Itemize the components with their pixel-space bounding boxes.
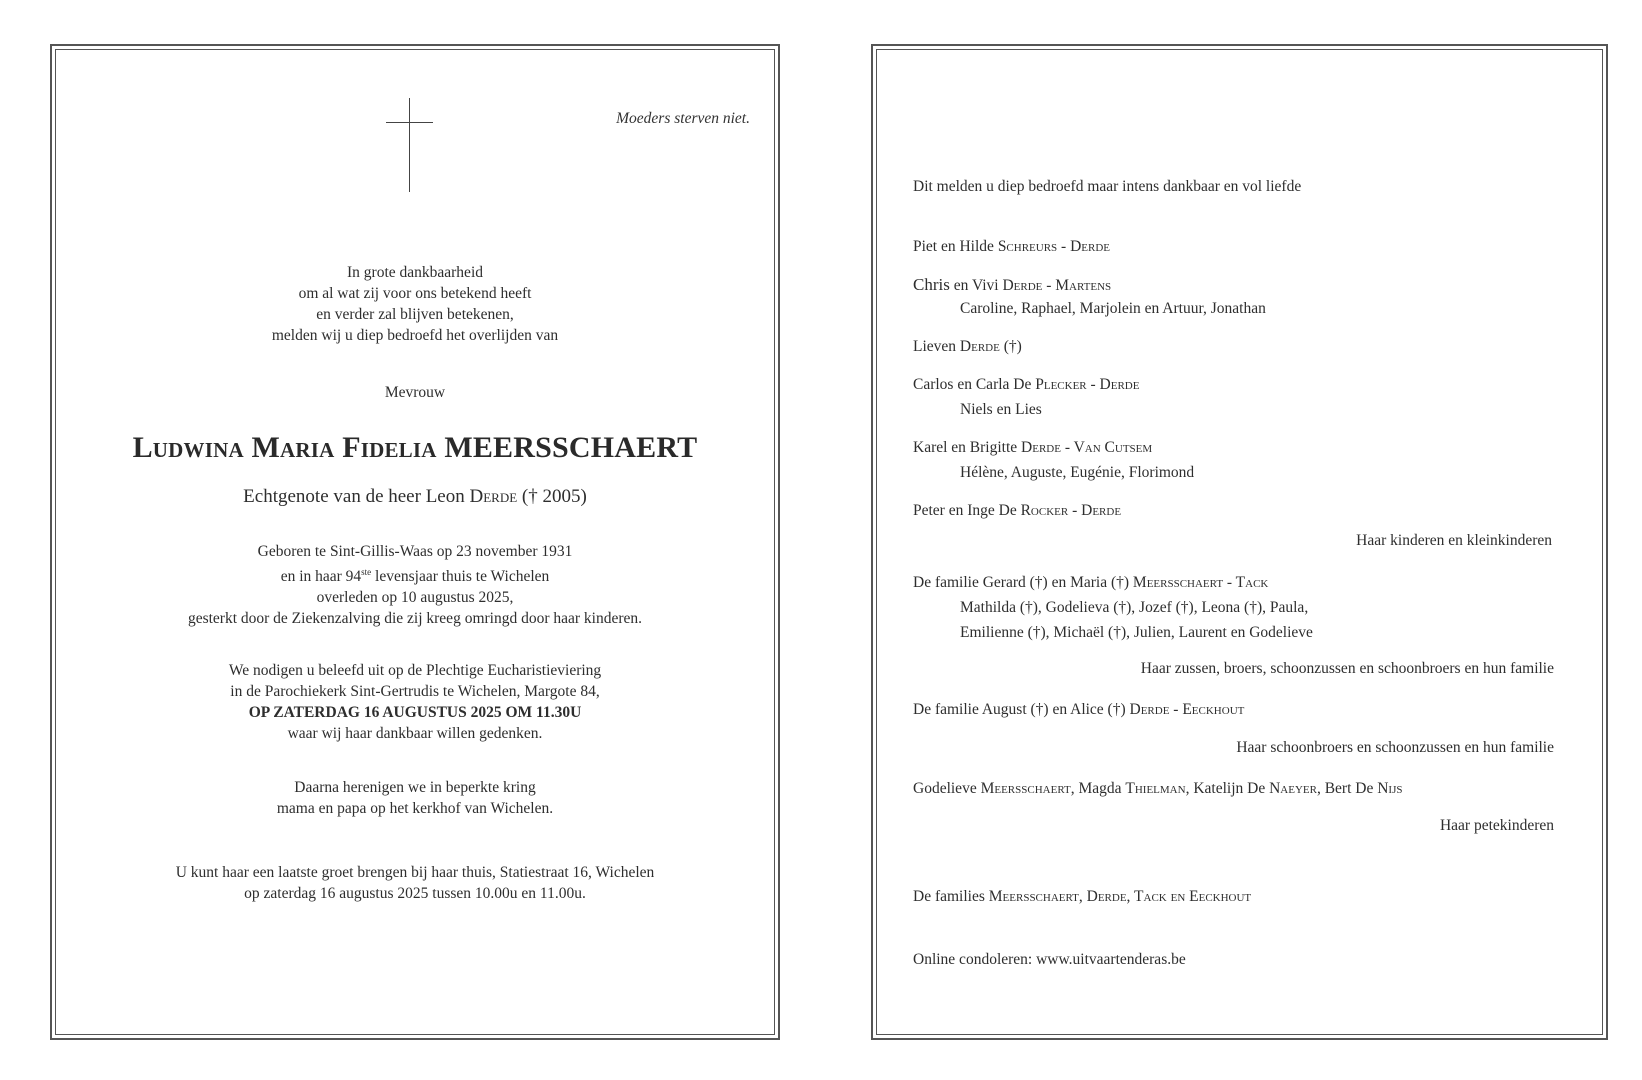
family-august-names: De familie August (†) en Alice (†) <box>913 701 1130 718</box>
godparent-name: , Bert De <box>1316 780 1378 797</box>
cross-icon-bar <box>386 122 433 123</box>
intro-line: melden wij u diep bedroefd het overlijden van <box>271 327 559 344</box>
godparent-surname: Thielman <box>1125 780 1186 797</box>
family-intro: Dit melden u diep bedroefd maar intens dankbaar en vol liefde <box>913 178 1302 195</box>
family-lieven-surname: Derde <box>959 338 1000 355</box>
inlaws-label: Haar schoonbroers en schoonzussen en hun familie <box>1236 739 1554 756</box>
spouse-suffix: († 2005) <box>517 486 587 507</box>
family-carlos <box>913 376 1139 394</box>
family-carlos-surnames: Plecker - Derde <box>1035 376 1140 393</box>
motto: Moeders sterven niet. <box>616 110 750 127</box>
age-pre: en in haar 94 <box>280 568 362 586</box>
family-karel-names: Karel en Brigitte <box>913 439 1022 456</box>
visit-line: U kunt haar een laatste groet brengen bij haar thuis, Statiestraat 16, Wichelen <box>175 864 655 881</box>
family-gerard <box>913 574 1268 592</box>
family-chris-first: Chris <box>913 275 950 294</box>
birth-death-text <box>52 541 778 629</box>
godchildren-label: Haar petekinderen <box>1439 817 1554 834</box>
family-gerard-children: Emilienne (†), Michaël (†), Julien, Laurent en Godelieve <box>960 624 1313 641</box>
family-lieven-name: Lieven <box>913 338 960 355</box>
age-line <box>52 562 778 587</box>
spouse-line <box>52 486 778 508</box>
family-chris <box>913 275 1111 295</box>
sacrament-line: gesterkt door de Ziekenzalving die zij kreeg omringd door haar kinderen. <box>187 610 643 628</box>
godparent-surname: Nijs <box>1377 780 1403 797</box>
family-chris-surnames: Derde - Martens <box>1002 277 1112 294</box>
left-card-panel <box>50 44 780 1040</box>
birth-line: Geboren te Sint-Gillis-Waas op 23 november 1931 <box>257 543 573 560</box>
age-sup: ste <box>361 567 372 577</box>
family-august-surnames: Derde - Eeckhout <box>1129 701 1245 718</box>
burial-line: Daarna herenigen we in beperkte kring <box>294 779 536 796</box>
family-piet <box>913 238 1110 256</box>
family-karel <box>913 439 1152 457</box>
children-label: Haar kinderen en kleinkinderen <box>1356 532 1552 549</box>
family-peter-surnames: Rocker - Derde <box>1020 502 1122 519</box>
age-post: levensjaar thuis te Wichelen <box>371 568 550 586</box>
spouse-prefix: Echtgenote van de heer Leon <box>243 486 470 507</box>
cross-icon <box>409 98 410 192</box>
honorific <box>52 382 778 403</box>
mass-date: OP ZATERDAG 16 AUGUSTUS 2025 OM 11.30U <box>248 704 582 721</box>
burial-text <box>52 777 778 819</box>
family-gerard-children: Mathilda (†), Godelieva (†), Jozef (†), Leona (†), Paula, <box>960 599 1309 616</box>
family-karel-children: Hélène, Auguste, Eugénie, Florimond <box>960 464 1195 481</box>
visit-line: op zaterdag 16 augustus 2025 tussen 10.00u en 11.00u. <box>244 885 586 902</box>
families-prefix: De families <box>913 888 989 905</box>
intro-text <box>52 262 778 346</box>
family-piet-surnames: Schreurs - Derde <box>997 238 1110 255</box>
families-surnames: Meersschaert, Derde, Tack en Eeckhout <box>988 888 1252 905</box>
honorific-text: Mevrouw <box>384 384 446 401</box>
family-lieven <box>913 338 1022 356</box>
mass-line: in de Parochiekerk Sint-Gertrudis te Wichelen, Margote 84, <box>230 683 600 700</box>
visit-text <box>52 862 778 904</box>
family-peter <box>913 502 1121 520</box>
siblings-label: Haar zussen, broers, schoonzussen en schoonbroers en hun familie <box>1140 660 1554 677</box>
mass-line: We nodigen u beleefd uit op de Plechtige Eucharistieviering <box>228 662 602 679</box>
spouse-surname: Derde <box>469 486 518 507</box>
deceased-surname: MEERSSCHAERT <box>444 431 698 464</box>
family-peter-names: Peter en Inge De <box>913 502 1021 519</box>
family-gerard-names: De familie Gerard (†) en Maria (†) <box>913 574 1133 591</box>
family-karel-surnames: Derde - Van Cutsem <box>1021 439 1153 456</box>
godparent-name: , Katelijn De <box>1185 780 1270 797</box>
godparent-surname: Meersschaert <box>980 780 1071 797</box>
deceased-name <box>52 431 778 465</box>
family-carlos-names: Carlos en Carla De <box>913 376 1036 393</box>
death-line: overleden op 10 augustus 2025, <box>316 589 514 607</box>
family-piet-names: Piet en Hilde <box>913 238 998 255</box>
godparent-surname: Naeyer <box>1269 780 1317 797</box>
family-gerard-surnames: Meersschaert - Tack <box>1132 574 1269 591</box>
family-lieven-deceased: (†) <box>999 338 1022 355</box>
burial-line: mama en papa op het kerkhof van Wichelen. <box>276 800 554 817</box>
intro-line: In grote dankbaarheid <box>347 264 483 281</box>
online-condolence-link[interactable]: Online condoleren: www.uitvaartenderas.be <box>913 951 1186 968</box>
intro-line: om al wat zij voor ons betekend heeft <box>298 285 532 302</box>
godparent-name: Godelieve <box>913 780 981 797</box>
family-carlos-children: Niels en Lies <box>960 401 1042 418</box>
family-august <box>913 701 1244 719</box>
deceased-first-names: Ludwina Maria Fidelia <box>132 431 437 464</box>
family-chris-names: en Vivi <box>949 277 1003 294</box>
mass-line: waar wij haar dankbaar willen gedenken. <box>287 725 543 742</box>
godparent-name: , Magda <box>1070 780 1126 797</box>
family-chris-children: Caroline, Raphael, Marjolein en Artuur, Jonathan <box>960 300 1266 317</box>
right-card-panel <box>871 44 1608 1040</box>
mass-text <box>52 660 778 744</box>
godparents-line <box>913 780 1402 798</box>
families-line <box>913 888 1251 906</box>
intro-line: en verder zal blijven betekenen, <box>316 306 514 323</box>
